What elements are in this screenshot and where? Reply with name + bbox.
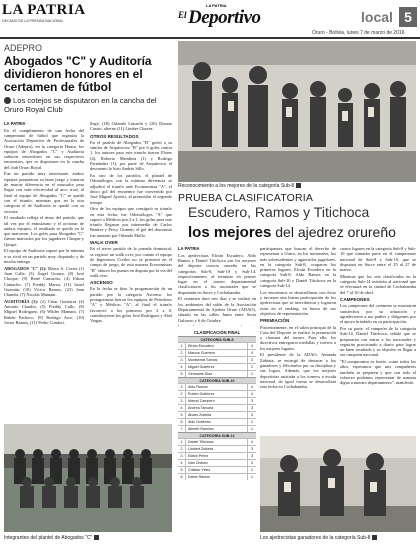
player-name-cell: Edwin Pérez [188,454,209,458]
chess-column-1 [178,246,256,326]
position-cell: 4 [178,364,186,370]
awards-photo-caption [178,183,301,189]
paragraph: En el tercer partido de la jornada dominical, se registró un walk over, por cuanto el equipo de Ingenieros Civiles no se presentó en el campo de juego, de esta manera Economistas "B" obtuvo los puntos en disputa por la vía del walk over. [90,246,172,278]
player-name-cell: Álvaro Zubieta [188,413,212,417]
points-cell: 4 [247,343,256,349]
paragraph [178,324,256,326]
position-cell: 2 [178,446,186,452]
page-header [0,0,420,40]
paragraph: Posteriormente, en el salón principal de la Casa del Deporte se realizó la premiación y clausura del torneo. Para ello, los directivos entregaron medallas y trofeos a los mejores lugares. [260,324,336,351]
issue-date: Oruro - Bolivia, lunes 7 de marzo de 2016 [312,30,405,36]
position-cell: 2 [178,350,186,356]
paragraph: En la fecha se hizo la programación de un partido por la categoría Ascenso, los protagonistas fueron los equipos de Petroleros "A" y Médicos "A", al final el triunfo favoreció a los primeros por 2 a 0, contribuyeron los goles José Rodríguez y Abel Vargas. [90,286,172,324]
points-cell: 3 [247,446,256,452]
points-cell: 3 [247,412,256,418]
team-photo [4,424,172,532]
points-cell: 4 [247,439,256,445]
position-cell: 5 [178,467,186,473]
table-row [178,349,256,356]
lineup-heading: AUDITORÍA (1): [4,298,39,304]
section-logo [178,2,261,32]
subheading: WALK OVER [90,240,118,246]
paragraph: El certamen duró tres días y se realizó en los ambientes del salón de la Asociación Departamental de Ajedrez Oruro (ADAO), situado en las calles Junín entre Soria Galvarro y 6 de Octubre. [178,296,256,323]
points-cell: 2 [247,467,256,473]
table-row [178,411,256,418]
awards-photo [178,41,416,182]
table-row [178,390,256,397]
paragraph: Mientras que los seis clasificados en la categoría Sub-14 asistirán al nacional que se efectuará en la ciudad de Cochabamba del 7 al 10 de abril. [340,273,416,295]
table-row [178,356,256,363]
table-row [178,466,256,473]
section-logo-el: El [178,10,187,20]
position-cell: 7 [178,426,186,432]
table-row [178,445,256,452]
chess-photo-caption [260,535,377,541]
chess-photo [260,436,416,532]
subheading: OTROS RESULTADOS [90,133,139,139]
paragraph: Los ajedrecistas Efraín Escudero, Aldo Ramos y Daniel Titichoca son los mejores del deporte ciencia orureño en las categorías Sub-8, Sub-10 y Sub-14, respectivamente, al terminar en primer lugar en el torneo departamental clasificatorio a los nacionales que se disputarán en Sucre y Cochabamba. [178,252,256,295]
points-cell: 1 [247,426,256,432]
points-cell: 3 [247,460,256,466]
position-cell: 3 [178,398,186,404]
article-subheadline [4,96,172,114]
headline-rest: del ajedrez orureño [275,224,396,240]
paragraph: cuatro lugares en la categoría Sub-8 y Sub-10 que tomarán parte en el campeonato nacional de Sub-8 y Sub-10, que se disputará en Sucre entre el 25 al 27 de marzo. [340,246,416,273]
paragraph: El presidente de la ADAO, Amanda Zubieta, se encargó de destacar a los ganadores y felicitarlos por su disciplina y sus logros. Además, que los mejores deportistas asistirán a los torneos a escala nacional, de igual forma se desarrollará esta fecha en Cochabamba. [260,352,336,390]
table-body [178,336,256,480]
table-row [178,425,256,432]
player-name-cell: Marcos Guerrero [188,351,216,355]
caption-marker-icon [296,183,301,188]
points-cell: 3 [247,453,256,459]
table-title: CLASIFICACIÓN FINAL [193,330,241,335]
position-cell: 1 [178,384,186,390]
subheadline-text: Los cotejos se disputaron en la cancha del Oruro Royal Club [4,96,157,114]
paragraph: En otro de los partidos, el plantel de Odontólogos con la mínima diferencia se adjudicó el triunfo ante Economistas "A", el único gol del encuentro fue convertido por José Miguel Ayaviri, al promediar el segundo tiempo. [90,173,172,205]
chess-column-3 [340,246,416,434]
awards-photo-image [178,41,416,182]
article-tag: ADEPRO [4,43,43,53]
page-number: 5 [399,7,417,27]
paragraph: En el cumplimiento de una fecha del campeonato de fútbol que organiza la Asociación Deportiva de Profesionales de Oruro (Adepro), en la categoría Honor, los equipos de Abogados "C" y Auditoría salieron vencedores en sus respectivos encuentros, que se disputaron en la cancha del club Oruro Royal. [4,127,84,170]
section-label: local [361,9,393,25]
position-cell: 5 [178,412,186,418]
player-name-cell: Montserrat Samos [188,358,218,362]
player-name-cell: Limbert Zubieta [188,447,213,451]
lineup-text: (2) César Gutierrez (4) Antonio Claudio, (5) Freddy Callo, (8) Miguel Rodriguez, (6) Wilder Mamani, (7) Rubén Pacheco, (9) Rodrigo Arce, (10) Javier Ramos, (11) Pedro Condori. [4,298,84,326]
lineup-heading: ABOGADOS "C" (5): [4,265,47,271]
player-name-cell: Dafne Ramos [188,475,210,479]
table-row [178,459,256,466]
player-name-cell: Cristian Vélez [188,468,211,472]
player-name-cell: Marcel Campero [188,399,215,403]
section-logo-brand: LA PATRIA [206,3,227,8]
bullet-icon [4,97,11,104]
caption-text: Integrantes del plantel de Abogados "C" [4,535,93,541]
paragraph: llegó, (18) Orlando Limachi y (20) Donato Castro; alterno (11) Limber Chavez. [90,121,172,132]
paragraph: Por su parte, el campeón de la categoría Sub-14, Daniel Titichoca, señaló que se prepararán con miras a los nacionales y seguirán practicando a diario para lograr un buen resultado y su objetivo es llegar a ser campeón nacional. [340,325,416,358]
chess-column-2 [260,246,336,434]
masthead [2,2,142,23]
paragraph: Otro de los equipos que consiguió su triunfo en esta fecha, fue Odontólogos "A" que superó a Médicos por 2 a 1, los goles para este triunfo llegaron por intermedio de Carlos Benítez y Percy Ovando; el gol del descuento fue anotado por Orlando Mollo. [90,206,172,238]
article-column-2 [90,121,172,421]
points-cell: 4 [247,391,256,397]
position-cell: 6 [178,419,186,425]
player-name-cell: Rubén Gutiérrez [188,392,215,396]
player-name-cell: Iván Chávez [188,461,208,465]
player-name-cell: Miguel Gutiérrez [188,365,215,369]
table-row [178,397,256,404]
position-cell: 3 [178,357,186,363]
lineup-text: Marco A. Cortez (1) Juan Calle, (3) Ángel Gomez, (8) José Choque, (9) René Camacho, (4) Edson Camacho, (7) Freddy Marza, (11) Israel Guzmán, (10) Víctor Ramos, (23) Juan Chambi, (7) Nicolás Mamani. [4,265,84,298]
position-cell: 2 [178,391,186,397]
paragraph: "El compromiso es fuerte, como todos los años, esperamos que mis compañeros también se preparen y que con todo el esfuerzo podamos representar de manera digna a nuestro departamento", manifestó. [340,359,416,386]
player-name-cell: Andrea Tancara [188,406,214,410]
article-kicker: PRUEBA CLASIFICATORIA [178,192,314,204]
team-photo-caption [4,535,99,541]
player-name-cell: Alberth Ramírez [188,427,214,431]
table-row [178,370,256,377]
points-cell: 2 [247,364,256,370]
points-cell: 2 [247,419,256,425]
paragraph: El equipo de Auditoría superó por la mínima a su rival en un partido muy disputado y de mucha entrega. [4,248,84,264]
caption-text: Reconocimiento a los mejores de la categoría Sub-8 [178,183,295,189]
header-divider [0,37,420,39]
points-cell: 3 [247,357,256,363]
position-cell: 3 [178,453,186,459]
table-row [178,342,256,349]
points-cell: 3 [247,398,256,404]
paragraph: El resultado refleja el ritmo del partido, que tal vez por el entusiasmo y el accionar de ambos equipos, el resultado se quedó en lo que marcaron. Los goles para Abogados "C" fueron marcados por los jugadores Choque y Quispe. [4,215,84,247]
table-row [178,363,256,370]
table-category-header: CATEGORÍA SUB-10 [178,377,256,383]
player-name-cell: Aldo Gutiérrez [188,420,211,424]
points-cell: 4 [247,350,256,356]
subheading: PREMIACIÓN [260,318,290,324]
subheading: ASCENSO [90,280,113,286]
position-cell: 1 [178,343,186,349]
position-cell: 5 [178,371,186,377]
points-cell: 4 [247,384,256,390]
table-row [178,452,256,459]
team-photo-image [4,424,172,532]
byline: LA PATRIA [178,246,200,251]
chess-photo-image [260,436,416,532]
article-headline-line-1: Escudero, Ramos y Titichoca [188,204,370,220]
table-row [178,418,256,425]
article-headline: Abogados "C" y Auditoría dividieron honores en el certamen de fútbol [4,54,152,94]
paragraph: Los campeones del certamen se mostraron satisfechos por su actuación y agradecieron a sus padres y dirigentes por el apoyo brindado en su participación. [340,303,416,325]
table-row [178,404,256,411]
table-row [178,383,256,390]
article-headline-line-2 [188,224,396,241]
standings-table [178,329,256,480]
caption-marker-icon [94,535,99,540]
headline-emphasis: los mejores [188,224,272,241]
byline: LA PATRIA [4,121,26,126]
newspaper-logo: LA PATRIA [2,2,86,18]
subheading: CAMPEONES [340,297,370,303]
paragraph: En el partido de Abogados "B" goleó a su similar de Arquitectos "B" por 6 goles contra 1, los autores para este triunfo fueron Flores (4), Roberto Mendieta (1) y Rodrigo Fernández (1); por parte de Arquitectos el descuento lo hizo Andrés Sillo. [90,139,172,172]
paragraph: participantes que buscan el derecho de representar a Oruro, en los nacionales, los más sobresalientes y aguerridos jugadores, en la categoría Sub-8, ocuparon los primeros lugares. Efraín Escudero en la categoría Sub-8, Aldo Ramos en la categoría Sub-10 y Daniel Titichoca en la categoría Sub-14. [260,246,336,289]
points-cell: 3 [247,405,256,411]
newspaper-tagline: DECANO DE LA PRENSA NACIONAL [2,19,64,23]
player-name-cell: Aldo Ramos [188,385,208,389]
player-name-cell: Germaine Díaz [188,372,213,376]
table-row [178,438,256,445]
position-cell: 1 [178,439,186,445]
table-category-header: CATEGORÍA SUB-8 [178,336,256,342]
position-cell: 4 [178,405,186,411]
points-cell: 1 [247,371,256,377]
position-cell: 4 [178,460,186,466]
section-logo-name: Deportivo [188,7,261,28]
caption-marker-icon [372,535,377,540]
position-cell: 6 [178,474,186,480]
player-name-cell: Efraín Escudero [188,344,214,348]
caption-text: Los ajedrecistas ganadores de la categoría Sub-8 [260,535,371,541]
player-name-cell: Daniel Titichoca [188,440,214,444]
table-row [178,473,256,480]
table-category-header: CATEGORÍA SUB-14 [178,432,256,438]
points-cell: 1 [247,474,256,480]
article-column-1 [4,121,84,421]
paragraph: Fue un partido muy interesante, ambos equipos prepararon su buen juego y trataron de marcar diferencia en el marcador para llegar con más efectividad al arco rival, al final el equipo de Abogados "C" se quedó con el triunfo, mientras que en la otra categoría el de Auditoría se quedó con su victoria. [4,171,84,214]
paragraph: Los encuentros se desarrollaron con éxito y tuvieron una buena participación de los ajedrecistas que se inscribieron y lograron estar en el ranking, en busca de sus objetivos de representación. [260,289,336,316]
